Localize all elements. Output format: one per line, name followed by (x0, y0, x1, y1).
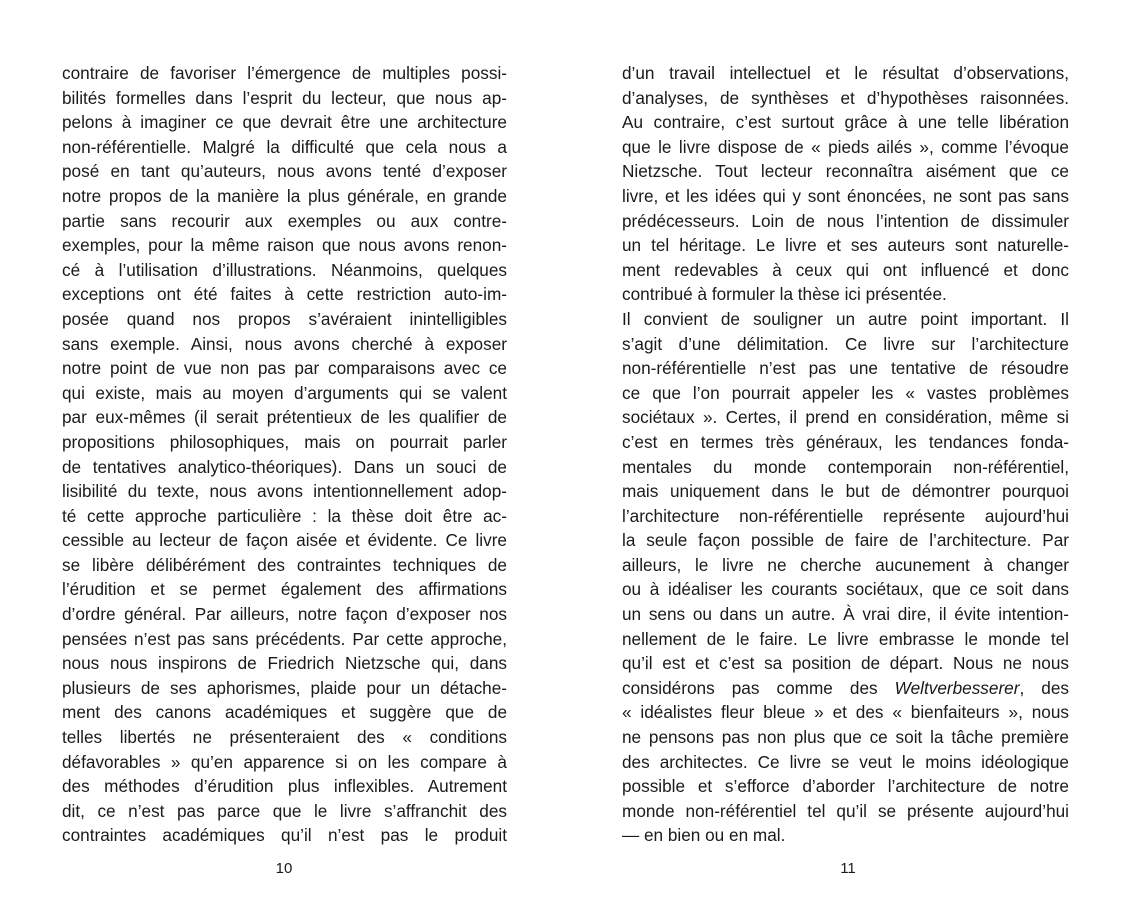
text-line: d’ordre général. Par ailleurs, notre façon d’exposer nos (62, 604, 507, 625)
text-line: sociétaux ». Certes, il prend en considération, même si (622, 407, 1069, 428)
text-line: mais uniquement dans le but de démontrer pourquoi (622, 481, 1069, 502)
text-line: sans exemple. Ainsi, nous avons cherché à exposer (62, 333, 507, 354)
text-line: pelons à imaginer ce que devrait être une architecture (62, 112, 507, 133)
text-line: bilités formelles dans l’esprit du lecteur, que nous ap- (62, 87, 507, 108)
text-line: défavorables » qu’en apparence si on les compare à (62, 751, 507, 772)
text-line: posée quand nos propos s’avéraient inintelligibles (62, 308, 507, 329)
text-line: — en bien ou en mal. (622, 825, 786, 846)
text-line: l’architecture non-référentielle représente aujourd’hui (622, 505, 1069, 526)
text-line: d’analyses, de synthèses et d’hypothèses raisonnées. (622, 87, 1069, 108)
text-line: que le livre dispose de « pieds ailés », comme l’évoque (622, 136, 1069, 157)
text-line: cé à l’utilisation d’illustrations. Néanmoins, quelques (62, 259, 507, 280)
text-line: un sens ou dans un autre. À vrai dire, il évite intention- (622, 604, 1069, 625)
text-line: propositions philosophiques, mais on pourrait parler (62, 431, 507, 452)
text-line: ment redevables à ceux qui ont influencé et donc (622, 259, 1069, 280)
text-line: non-référentielle. Malgré la difficulté que cela nous a (62, 136, 507, 157)
text-line: contribué à formuler la thèse ici présentée. (622, 284, 947, 305)
text-line: non-référentielle n’est pas une tentative de résoudre (622, 358, 1069, 379)
italic-term: Weltverbesserer (894, 677, 1020, 698)
text-line: exceptions ont été faites à cette restriction auto-im- (62, 284, 507, 305)
text-line: partie sans recourir aux exemples ou aux contre- (62, 210, 507, 231)
text-line: ou à idéaliser les courants sociétaux, que ce soit dans (622, 579, 1069, 600)
text-line: par eux-mêmes (il serait prétentieux de les qualifier de (62, 407, 507, 428)
text-line: livre, et les idées qui y sont énoncées, ne sont pas sans (622, 185, 1069, 206)
page-number-right: 11 (840, 860, 856, 877)
text-line: notre point de vue non pas par comparaisons avec ce (62, 358, 507, 379)
text-line: prédécesseurs. Loin de nous l’intention de dissimuler (622, 210, 1069, 231)
text-line: exemples, pour la même raison que nous avons renon- (62, 235, 507, 256)
text-line: mentales du monde contemporain non-référentiel, (622, 456, 1069, 477)
text-segment: , des (1019, 677, 1070, 698)
text-line: un tel héritage. Le livre et ses auteurs sont naturelle- (622, 235, 1069, 256)
text-line: ce que l’on pourrait appeler les « vastes problèmes (622, 382, 1069, 403)
text-line: ailleurs, le livre ne cherche aucunement à changer (622, 554, 1069, 575)
text-line (622, 676, 1069, 701)
text-line: lisibilité du texte, nous avons intentionnellement adop- (62, 481, 507, 502)
text-line: contraire de favoriser l’émergence de multiples possi- (62, 63, 507, 83)
text-line: pensées n’est pas sans précédents. Par cette approche, (62, 628, 507, 649)
text-line: des méthodes d’érudition plus inflexibles. Autrement (62, 776, 507, 797)
text-line: la seule façon possible de faire de l’architecture. Par (622, 530, 1069, 551)
text-line: notre propos de la manière la plus générale, en grande (62, 185, 507, 206)
text-line: d’un travail intellectuel et le résultat d’observations, (622, 63, 1069, 83)
text-segment: considérons pas comme des (622, 677, 895, 698)
text-line: ment des canons académiques et suggère que de (62, 702, 507, 723)
text-line: cessible au lecteur de façon aisée et évidente. Ce livre (62, 530, 507, 551)
left-page-text (62, 61, 507, 848)
text-line: Il convient de souligner un autre point important. Il (622, 308, 1069, 329)
text-line: posé en tant qu’auteurs, nous avons tenté d’exposer (62, 161, 507, 182)
text-line: s’agit d’une délimitation. Ce livre sur l’architecture (622, 333, 1069, 354)
text-line: telles libertés ne présenteraient des « conditions (62, 727, 507, 748)
right-page-text (622, 61, 1069, 848)
text-line: Nietzsche. Tout lecteur reconnaîtra aisément que ce (622, 161, 1069, 182)
text-line: c’est en termes très généraux, les tendances fonda- (622, 431, 1069, 452)
text-line: qui existe, mais au moyen d’arguments qui se valent (62, 382, 507, 403)
page-number-left: 10 (275, 860, 293, 877)
text-line: de tentatives analytico-théoriques). Dans un souci de (62, 456, 507, 477)
text-line: ne pensons pas non plus que ce soit la tâche première (622, 727, 1069, 748)
text-line: nous nous inspirons de Friedrich Nietzsche qui, dans (62, 653, 507, 674)
text-line: se libère délibérément des contraintes techniques de (62, 554, 507, 575)
text-line: qu’il est et c’est sa position de départ. Nous ne nous (622, 653, 1069, 674)
text-line: « idéalistes fleur bleue » et des « bienfaiteurs », nous (622, 702, 1069, 723)
text-line: monde non-référentiel tel qu’il se présente aujourd’hui (622, 800, 1069, 821)
text-line: Au contraire, c’est surtout grâce à une telle libération (622, 112, 1069, 133)
text-line: possible et s’efforce d’aborder l’architecture de notre (622, 776, 1069, 797)
text-line: dit, ce n’est pas parce que le livre s’affranchit des (62, 800, 507, 821)
text-line: des architectes. Ce livre se veut le moins idéologique (622, 751, 1069, 772)
text-line: contraintes académiques qu’il n’est pas le produit (62, 825, 507, 846)
text-line: plusieurs de ses aphorismes, plaide pour un détache- (62, 677, 507, 698)
text-line: l’érudition et se permet également des affirmations (62, 579, 507, 600)
text-line: nellement de le faire. Le livre embrasse le monde tel (622, 628, 1069, 649)
text-line: té cette approche particulière : la thèse doit être ac- (62, 505, 507, 526)
